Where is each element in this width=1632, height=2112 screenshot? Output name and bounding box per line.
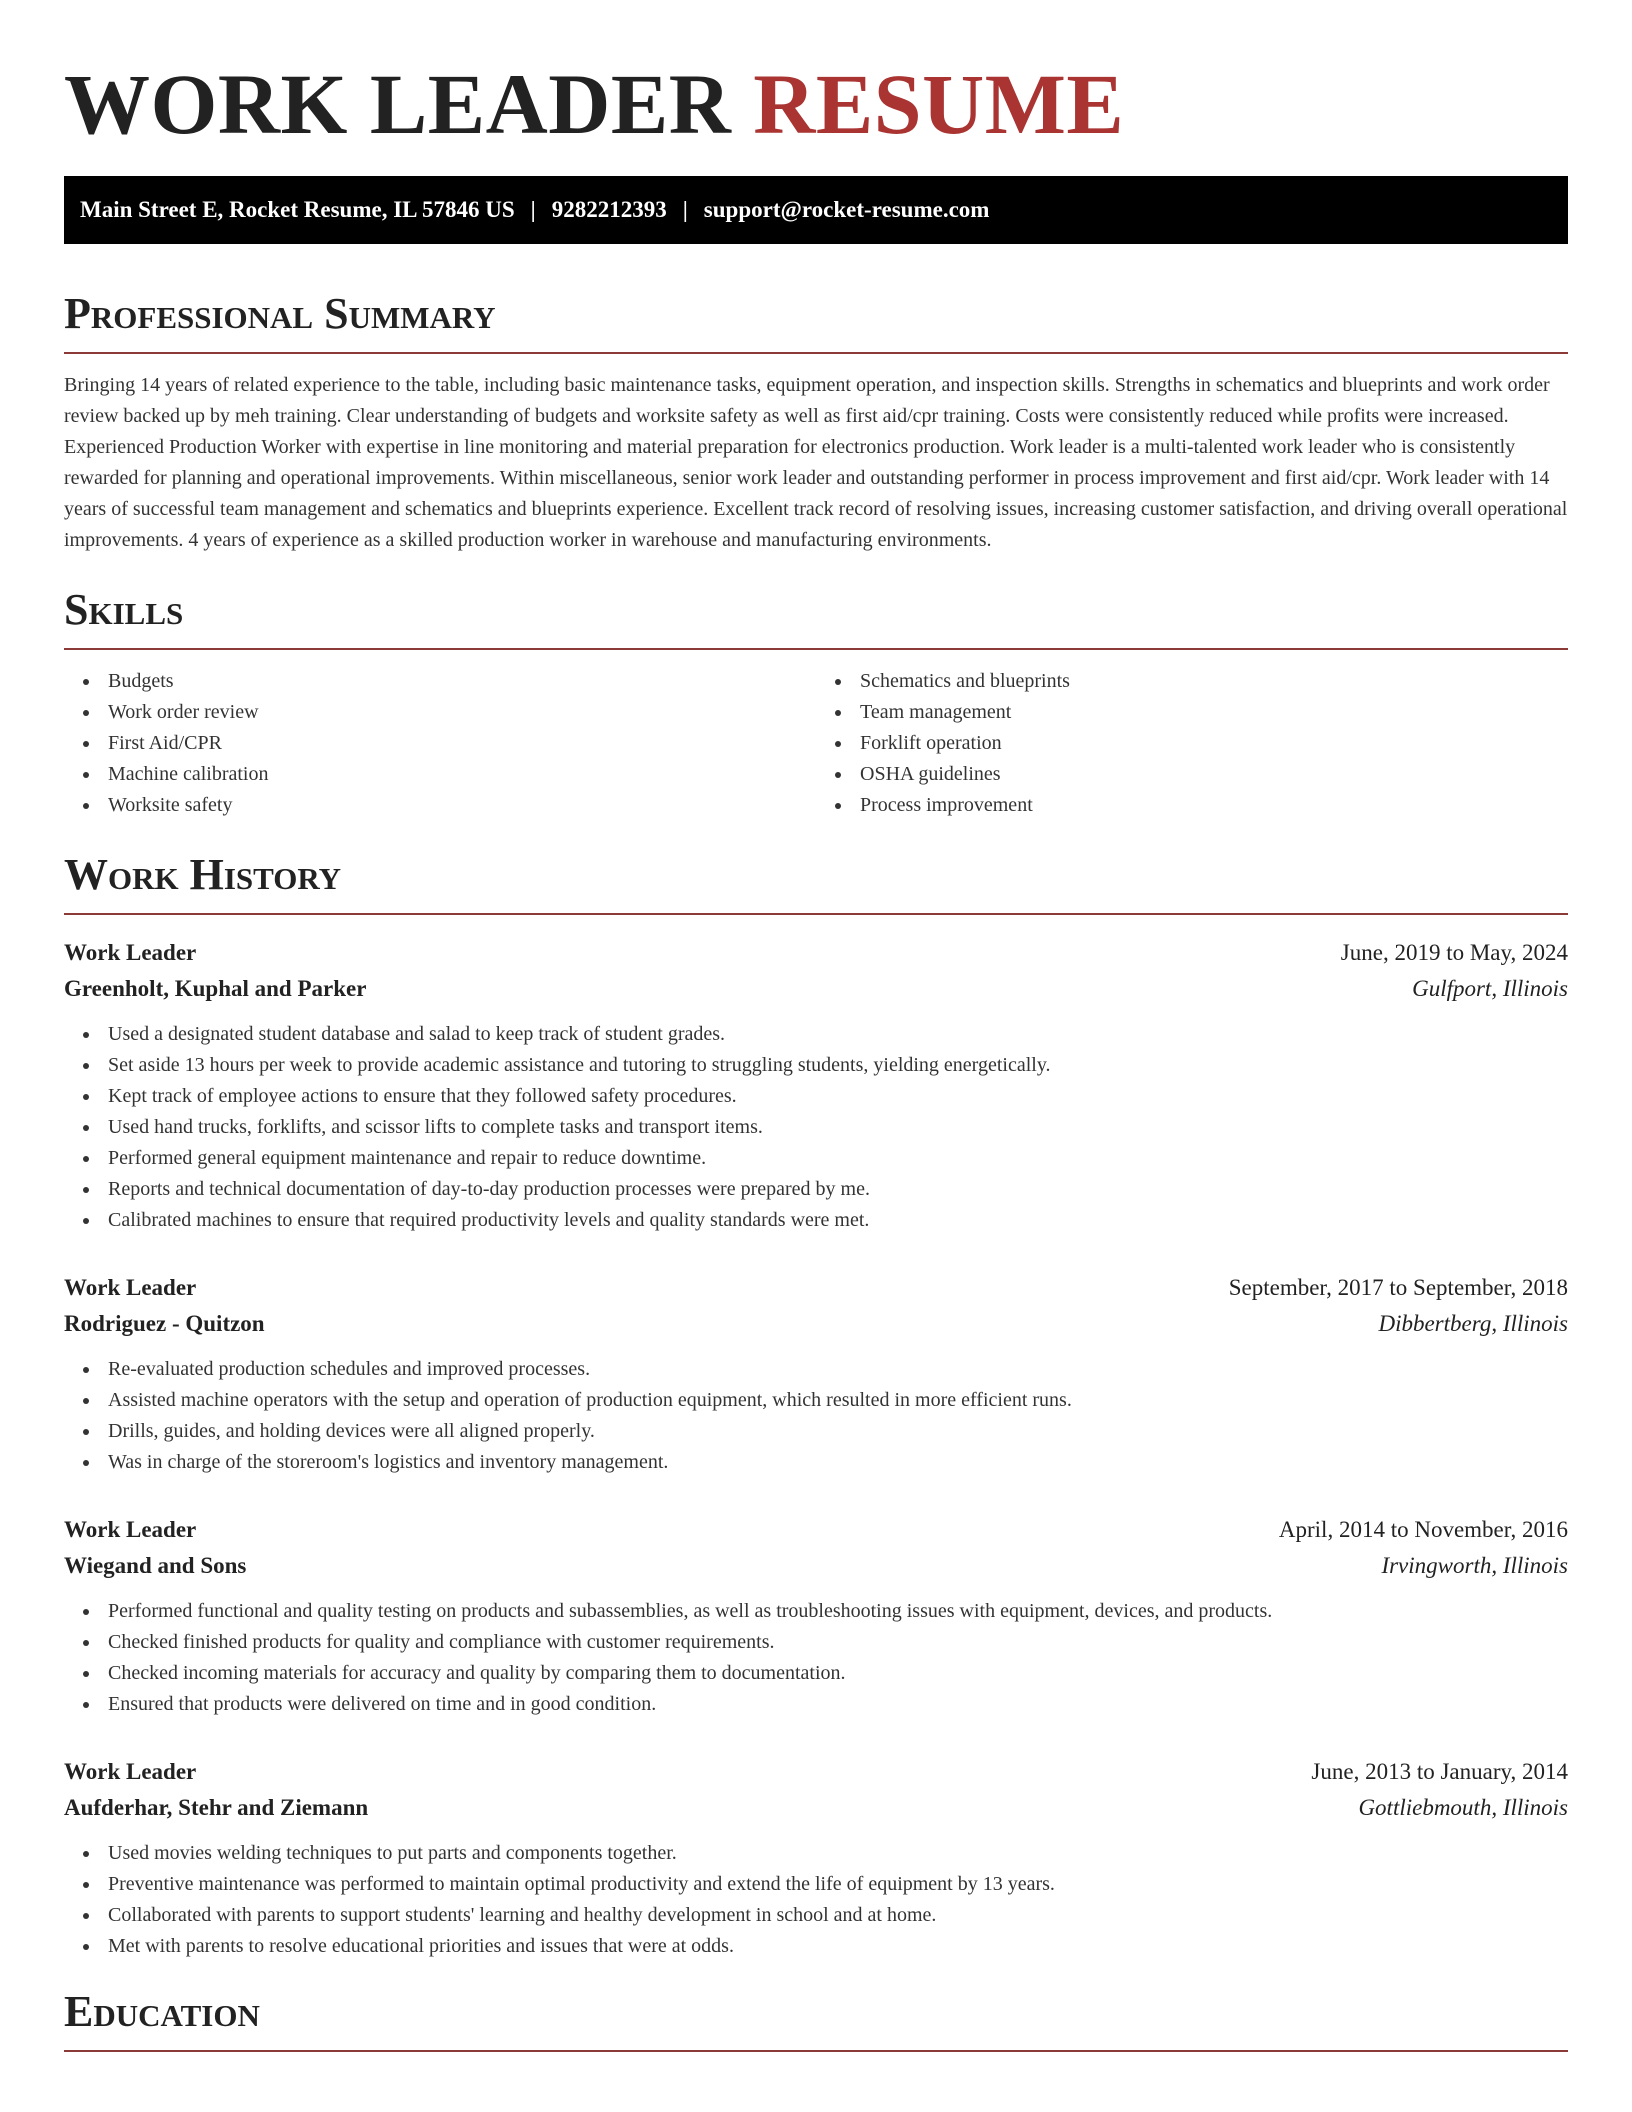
job-location: Gulfport, Illinois [1412,976,1568,1001]
duty-item: Assisted machine operators with the setup and operation of production equipment, which resulted in more efficient runs. [108,1385,1568,1416]
resume-title [64,56,1568,152]
duty-item: Kept track of employee actions to ensure that they followed safety procedures. [108,1081,1568,1112]
contact-separator: | [530,197,536,222]
job-dates: September, 2017 to September, 2018 [1228,1275,1568,1300]
contact-address: Main Street E, Rocket Resume, IL 57846 US [80,197,515,222]
job-location: Irvingworth, Illinois [1381,1553,1568,1578]
job-location: Dibbertberg, Illinois [1378,1311,1568,1336]
skill-item: Team management [860,697,1568,728]
duty-item: Drills, guides, and holding devices were all aligned properly. [108,1416,1568,1447]
duty-item: Used a designated student database and salad to keep track of student grades. [108,1019,1568,1050]
job-location: Gottliebmouth, Illinois [1358,1795,1568,1820]
title-accent: RESUME [753,56,1125,152]
job-header-row [64,1512,1568,1548]
skill-item: Machine calibration [108,759,816,790]
job-entry [64,1270,1568,1478]
duty-item: Performed functional and quality testing on products and subassemblies, as well as troubleshooting issues with equipment, devices, and products. [108,1596,1568,1627]
skill-item: Work order review [108,697,816,728]
job-entry [64,1512,1568,1720]
job-title: Work Leader [64,1517,197,1542]
job-company: Aufderhar, Stehr and Ziemann [64,1795,369,1820]
skill-item: OSHA guidelines [860,759,1568,790]
duty-item: Checked finished products for quality and compliance with customer requirements. [108,1627,1568,1658]
job-company: Wiegand and Sons [64,1553,247,1578]
summary-text: Bringing 14 years of related experience to the table, including basic maintenance tasks, equipment operation, and inspection skills. Strengths in schematics and blueprints and work order review backed up by meh training. Clear understanding of budgets and worksite safety as well as first aid/cpr training. Costs were consistently reduced while profits were increased. Experienced Production Worker with expertise in line monitoring and material preparation for electronics production. Work leader is a multi-talented work leader who is consistently rewarded for planning and operational improvements. Within miscellaneous, senior work leader and outstanding performer in process improvement and first aid/cpr. Work leader with 14 years of successful team management and schematics and blueprints experience. Excellent track record of resolving issues, increasing customer satisfaction, and driving overall operational improvements. 4 years of experience as a skilled production worker in warehouse and manufacturing environments. [64,374,1568,551]
job-title: Work Leader [64,940,197,965]
job-entry [64,1754,1568,1962]
duty-item: Ensured that products were delivered on time and in good condition. [108,1689,1568,1720]
duty-item: Used hand trucks, forklifts, and scissor lifts to complete tasks and transport items. [108,1112,1568,1143]
duty-item: Used movies welding techniques to put parts and components together. [108,1838,1568,1869]
skills-grid [64,666,1568,821]
skill-item: Budgets [108,666,816,697]
work-history-heading: Work History [64,849,1568,915]
skill-item: Forklift operation [860,728,1568,759]
job-company: Greenholt, Kuphal and Parker [64,976,367,1001]
job-duties [64,1354,1568,1478]
duty-item: Collaborated with parents to support students' learning and healthy development in school and at home. [108,1900,1568,1931]
contact-bar [64,176,1568,244]
job-dates: June, 2013 to January, 2014 [1311,1759,1568,1784]
duty-item: Met with parents to resolve educational priorities and issues that were at odds. [108,1931,1568,1962]
duty-item: Set aside 13 hours per week to provide academic assistance and tutoring to struggling students, yielding energetically. [108,1050,1568,1081]
contact-phone: 9282212393 [551,197,667,222]
duty-item: Re-evaluated production schedules and improved processes. [108,1354,1568,1385]
skills-column-right [816,666,1568,821]
job-company-row [64,971,1568,1007]
job-header-row [64,1754,1568,1790]
job-company-row [64,1790,1568,1826]
duty-item: Reports and technical documentation of day-to-day production processes were prepared by me. [108,1174,1568,1205]
job-duties [64,1838,1568,1962]
job-dates: April, 2014 to November, 2016 [1278,1517,1568,1542]
job-title: Work Leader [64,1759,197,1784]
duty-item: Preventive maintenance was performed to maintain optimal productivity and extend the life of equipment by 13 years. [108,1869,1568,1900]
education-heading: Education [64,1986,1568,2052]
job-title: Work Leader [64,1275,197,1300]
skills-column-left [64,666,816,821]
job-header-row [64,935,1568,971]
job-entry [64,935,1568,1236]
skills-heading: Skills [64,584,1568,650]
contact-separator: | [682,197,688,222]
duty-item: Calibrated machines to ensure that required productivity levels and quality standards were met. [108,1205,1568,1236]
skill-item: Schematics and blueprints [860,666,1568,697]
skill-item: Worksite safety [108,790,816,821]
job-header-row [64,1270,1568,1306]
summary-heading: Professional Summary [64,288,1568,354]
skill-item: First Aid/CPR [108,728,816,759]
job-duties [64,1596,1568,1720]
job-company-row [64,1306,1568,1342]
duty-item: Was in charge of the storeroom's logistics and inventory management. [108,1447,1568,1478]
job-company: Rodriguez - Quitzon [64,1311,265,1336]
job-dates: June, 2019 to May, 2024 [1340,940,1568,965]
skill-item: Process improvement [860,790,1568,821]
duty-item: Checked incoming materials for accuracy and quality by comparing them to documentation. [108,1658,1568,1689]
contact-email: support@rocket-resume.com [703,197,990,222]
job-duties [64,1019,1568,1236]
duty-item: Performed general equipment maintenance and repair to reduce downtime. [108,1143,1568,1174]
job-company-row [64,1548,1568,1584]
title-main: WORK LEADER [64,56,732,152]
